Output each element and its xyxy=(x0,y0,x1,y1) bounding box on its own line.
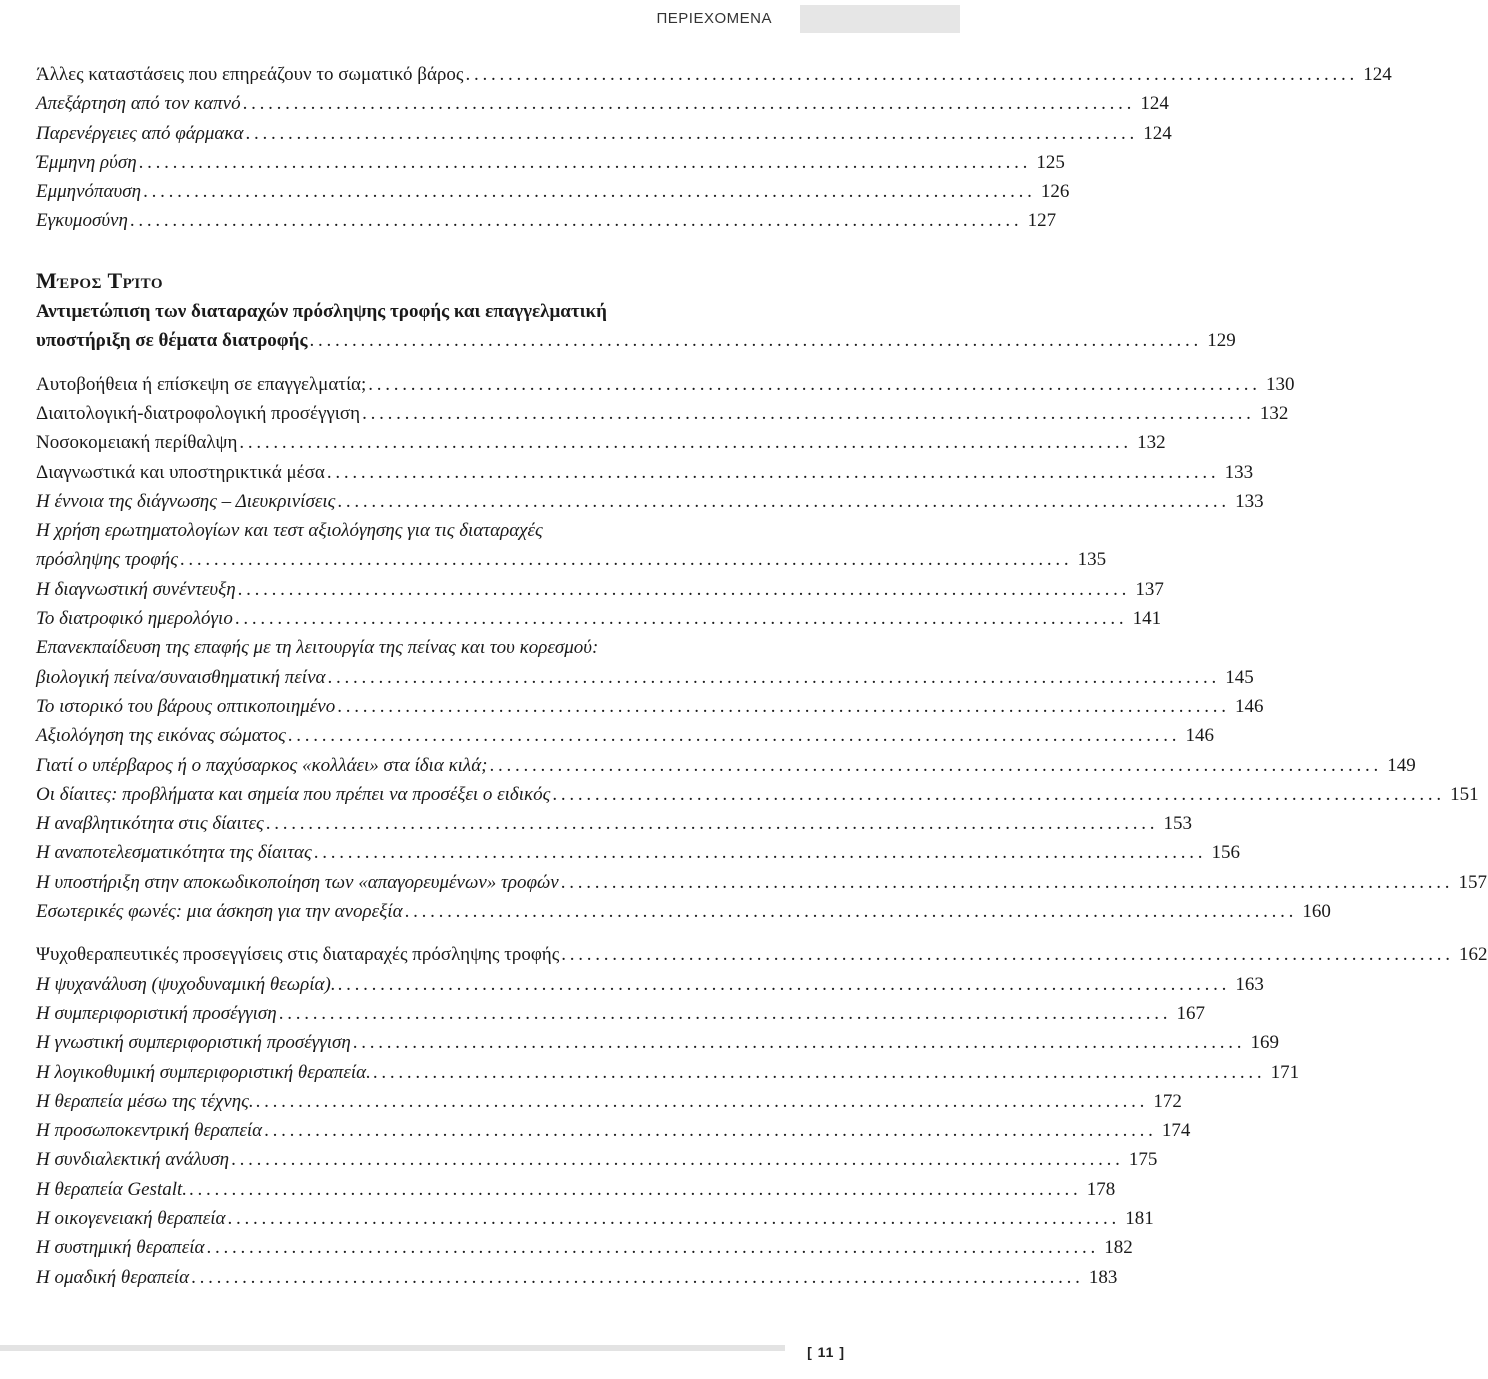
dot-leader xyxy=(362,399,1250,428)
toc-entry xyxy=(36,1058,1300,1087)
part-heading-entry xyxy=(36,326,1236,355)
toc-entry-page: 127 xyxy=(1027,210,1057,232)
toc-entry-page: 130 xyxy=(1266,373,1295,395)
toc-entry-page: 146 xyxy=(1234,695,1264,717)
toc-entry-page: 171 xyxy=(1270,1061,1300,1083)
toc-entry xyxy=(36,119,1172,148)
section-heading-entry xyxy=(36,940,1488,969)
toc-entry xyxy=(36,428,1166,457)
dot-leader xyxy=(256,1087,1144,1116)
toc-entry xyxy=(36,751,1416,780)
dot-leader xyxy=(231,1145,1119,1174)
dot-leader xyxy=(561,940,1449,969)
toc-entry-page: 153 xyxy=(1163,813,1192,835)
toc-entry xyxy=(36,545,1107,574)
toc-entry-title: Παρενέργειες από φάρμακα xyxy=(36,122,244,144)
dot-leader xyxy=(243,89,1131,118)
toc-entry-page: 145 xyxy=(1225,666,1254,688)
dot-leader xyxy=(266,809,1154,838)
dot-leader xyxy=(561,868,1449,897)
footer-bar xyxy=(0,1345,785,1351)
toc-entry-title: Έμμηνη ρύση xyxy=(36,151,137,173)
toc-entry-title: Η συμπεριφοριστική προσέγγιση xyxy=(36,1002,277,1024)
toc-entry-title: Ψυχοθεραπευτικές προσεγγίσεις στις διαταραχές πρόσληψης τροφής xyxy=(36,944,560,966)
dot-leader xyxy=(235,604,1123,633)
toc-entry-page: 163 xyxy=(1235,973,1264,995)
toc-entry-title: Διαιτολογική-διατροφολογική προσέγγιση xyxy=(36,402,361,424)
toc-entry-title: Άλλες καταστάσεις που επηρεάζουν το σωματικό βάρος xyxy=(36,64,464,85)
header-tab-block xyxy=(800,5,960,33)
toc-entry-line: Επανεκπαίδευση της επαφής με τη λειτουργία της πείνας και του κορεσμού: xyxy=(36,637,599,659)
dot-leader xyxy=(309,326,1197,355)
page-number: [ 11 ] xyxy=(807,1344,845,1360)
dot-leader xyxy=(490,751,1378,780)
dot-leader xyxy=(552,780,1440,809)
dot-leader xyxy=(337,487,1225,516)
toc-entry xyxy=(36,604,1162,633)
toc-entry-page: 133 xyxy=(1235,490,1264,512)
part-heading-title: υποστήριξη σε θέματα διατροφής xyxy=(36,330,308,352)
dot-leader xyxy=(239,428,1127,457)
toc-entry-title: Η αναποτελεσματικότητα της δίαιτας xyxy=(36,842,312,864)
dot-leader xyxy=(314,838,1202,867)
toc-entry xyxy=(36,370,1295,399)
toc-entry-page: 125 xyxy=(1036,151,1065,173)
toc-entry xyxy=(36,399,1289,428)
toc-entry-title: Η συνδιαλεκτική ανάλυση xyxy=(36,1149,230,1171)
toc-entry xyxy=(36,692,1264,721)
toc-entry xyxy=(36,148,1065,177)
toc-entry-title: Γιατί ο υπέρβαρος ή ο παχύσαρκος «κολλάει» στα ίδια κιλά; xyxy=(36,754,488,776)
toc-entry-title: Η γνωστική συμπεριφοριστική προσέγγιση xyxy=(36,1032,351,1054)
dot-leader xyxy=(373,1058,1261,1087)
part-title: Μέρος Τρίτο xyxy=(36,267,164,293)
dot-leader xyxy=(405,897,1293,926)
toc-entry-title: Η συστημική θεραπεία xyxy=(36,1237,205,1259)
toc-entry-page: 141 xyxy=(1132,608,1162,630)
toc-entry-page: 149 xyxy=(1387,754,1416,776)
toc-entry-page: 132 xyxy=(1259,402,1289,424)
toc-entry-title: Η λογικοθυμική συμπεριφοριστική θεραπεία. xyxy=(36,1061,371,1083)
toc-entry-page: 162 xyxy=(1459,944,1488,966)
toc-entry-title: Η ομαδική θεραπεία xyxy=(36,1266,190,1288)
dot-leader xyxy=(288,721,1176,750)
toc-entry xyxy=(36,780,1479,809)
toc-entry-page: 160 xyxy=(1302,901,1331,923)
toc-entry-page: 172 xyxy=(1153,1090,1182,1112)
dot-leader xyxy=(143,177,1031,206)
toc-entry-title: Νοσοκομειακή περίθαλψη xyxy=(36,432,238,454)
dot-leader xyxy=(180,545,1068,574)
toc-entry-page: 178 xyxy=(1086,1178,1116,1200)
toc-entry xyxy=(36,663,1254,692)
toc-entry xyxy=(36,999,1205,1028)
running-header: ΠΕΡΙΕΧΟΜΕΝΑ xyxy=(656,10,772,27)
toc-entry xyxy=(36,1233,1133,1262)
toc-entry xyxy=(36,1175,1116,1204)
part-heading-line: Αντιμετώπιση των διαταραχών πρόσληψης τροφής και επαγγελματική xyxy=(36,301,607,323)
toc-entry-page: 169 xyxy=(1250,1032,1280,1054)
toc-entry xyxy=(36,897,1331,926)
toc-entry-title: πρόσληψης τροφής xyxy=(36,549,178,571)
toc-entry-title: Η υποστήριξη στην αποκωδικοποίηση των «απαγορευμένων» τροφών xyxy=(36,871,559,893)
toc-entry-title: Η διαγνωστική συνέντευξη xyxy=(36,578,236,600)
toc-entry xyxy=(36,1087,1182,1116)
dot-leader xyxy=(238,575,1126,604)
toc-entry xyxy=(36,1028,1280,1057)
toc-entry-page: 183 xyxy=(1088,1266,1118,1288)
toc-entry-page: 146 xyxy=(1185,725,1215,747)
toc-entry-page: 182 xyxy=(1104,1237,1133,1259)
toc-entry-title: Εσωτερικές φωνές: μια άσκηση για την ανορεξία xyxy=(36,901,403,923)
toc-entry-title: Η ψυχανάλυση (ψυχοδυναμική θεωρία). xyxy=(36,973,336,995)
toc-entry-title: Αξιολόγηση της εικόνας σώματος xyxy=(36,725,286,747)
toc-entry xyxy=(36,206,1057,235)
toc-entry xyxy=(36,838,1240,867)
dot-leader xyxy=(337,692,1225,721)
dot-leader xyxy=(206,1233,1094,1262)
toc-entry-title: Η έννοια της διάγνωσης – Διευκρινίσεις xyxy=(36,490,336,512)
toc-entry xyxy=(36,970,1264,999)
dot-leader xyxy=(264,1116,1152,1145)
toc-entry-page: 175 xyxy=(1128,1149,1158,1171)
dot-leader xyxy=(327,663,1215,692)
toc-entry-title: Οι δίαιτες: προβλήματα και σημεία που πρέπει να προσέξει ο ειδικός xyxy=(36,783,551,805)
toc-entry-page: 167 xyxy=(1176,1002,1205,1024)
toc-entry-title: Η θεραπεία Gestalt. xyxy=(36,1178,188,1200)
toc-entry xyxy=(36,89,1169,118)
toc-entry-page: 124 xyxy=(1363,64,1392,85)
toc-entry-title: Εγκυμοσύνη xyxy=(36,210,128,232)
dot-leader xyxy=(191,1263,1079,1292)
toc-entry-page: 174 xyxy=(1161,1120,1191,1142)
dot-leader xyxy=(246,119,1134,148)
dot-leader xyxy=(368,370,1256,399)
toc-entry-title: Απεξάρτηση από τον καπνό xyxy=(36,93,241,115)
toc-entry xyxy=(36,1204,1154,1233)
toc-entry-title: Το ιστορικό του βάρους οπτικοποιημένο xyxy=(36,695,336,717)
toc-entry-title: Η αναβλητικότητα στις δίαιτες xyxy=(36,813,264,835)
toc-entry-line: Η χρήση ερωτηματολογίων και τεστ αξιολόγησης για τις διαταραχές xyxy=(36,520,543,542)
toc-entry-page: 126 xyxy=(1040,181,1070,203)
toc-entry-title: Διαγνωστικά και υποστηρικτικά μέσα xyxy=(36,461,325,483)
toc-entry-page: 132 xyxy=(1137,432,1166,454)
toc-entry xyxy=(36,1116,1191,1145)
toc-entry xyxy=(36,458,1254,487)
toc-entry-page: 137 xyxy=(1135,578,1164,600)
toc-entry xyxy=(36,177,1070,206)
toc-entry-page: 129 xyxy=(1207,330,1236,352)
dot-leader xyxy=(353,1028,1241,1057)
toc-entry xyxy=(36,868,1487,897)
toc-entry-page: 157 xyxy=(1458,871,1487,893)
dot-leader xyxy=(465,60,1353,89)
toc-entry xyxy=(36,575,1164,604)
toc-entry-title: Εμμηνόπαυση xyxy=(36,181,142,203)
toc-entry-title: Το διατροφικό ημερολόγιο xyxy=(36,608,233,630)
toc-entry-page: 124 xyxy=(1143,122,1172,144)
toc-entry-page: 156 xyxy=(1211,842,1240,864)
dot-leader xyxy=(338,970,1226,999)
toc-entry-title: Η οικογενειακή θεραπεία xyxy=(36,1207,226,1229)
toc-entry-page: 151 xyxy=(1450,783,1479,805)
table-of-contents xyxy=(36,60,1488,1292)
toc-entry xyxy=(36,60,1392,89)
dot-leader xyxy=(189,1175,1077,1204)
toc-entry-page: 181 xyxy=(1125,1207,1154,1229)
toc-entry xyxy=(36,1145,1158,1174)
toc-entry xyxy=(36,1263,1118,1292)
dot-leader xyxy=(130,206,1018,235)
toc-entry-title: Η προσωποκεντρική θεραπεία xyxy=(36,1120,263,1142)
toc-entry xyxy=(36,809,1192,838)
toc-entry-title: Η θεραπεία μέσω της τέχνης. xyxy=(36,1090,254,1112)
dot-leader xyxy=(139,148,1027,177)
dot-leader xyxy=(327,458,1215,487)
toc-entry-page: 124 xyxy=(1140,93,1169,115)
toc-entry xyxy=(36,487,1264,516)
dot-leader xyxy=(227,1204,1115,1233)
toc-entry-page: 133 xyxy=(1224,461,1254,483)
toc-entry-title: Αυτοβοήθεια ή επίσκεψη σε επαγγελματία; xyxy=(36,373,367,395)
toc-entry-title: βιολογική πείνα/συναισθηματική πείνα xyxy=(36,666,326,688)
dot-leader xyxy=(279,999,1167,1028)
toc-entry-page: 135 xyxy=(1077,549,1107,571)
toc-entry xyxy=(36,721,1215,750)
